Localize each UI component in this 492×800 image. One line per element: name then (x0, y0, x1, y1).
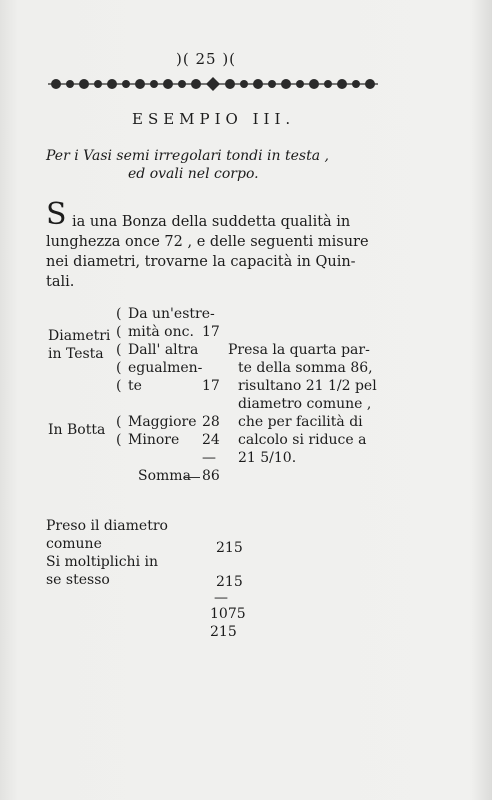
subtitle-line-1: Per i Vasi semi irregolari tondi in testa , (46, 148, 329, 164)
diametri-row-text: egualmen- (128, 360, 203, 376)
calc-value-1: 215 (216, 540, 243, 556)
diametri-row-value: 17 (202, 324, 220, 340)
page-number: )( 25 )( (176, 50, 237, 68)
paragraph-line-2: lunghezza once 72 , e delle seguenti misure (46, 234, 369, 250)
somma-leader (184, 477, 200, 478)
diametri-row-text: Da un'estre- (128, 306, 215, 322)
somma-label: Somma (138, 468, 191, 484)
calc-label-2b: se stesso (46, 572, 110, 588)
diametri-label-2: in Testa (48, 346, 104, 362)
brace-mark: ( (116, 360, 122, 376)
note-line: te della somma 86, (238, 360, 373, 376)
subtitle-line-2: ed ovali nel corpo. (128, 166, 259, 182)
brace-mark: ( (116, 324, 122, 340)
calc-result-1: 1075 (210, 606, 246, 622)
somma-value: 86 (202, 468, 220, 484)
brace-mark: ( (116, 306, 122, 322)
paragraph-line-1: ia una Bonza della suddetta qualità in (72, 214, 351, 230)
diametri-row-value: 17 (202, 378, 220, 394)
note-line: 21 5/10. (238, 450, 297, 466)
botta-row-text: Maggiore (128, 414, 197, 430)
ornament-divider-icon (48, 74, 378, 94)
calc-dash: — (214, 590, 228, 606)
diametri-label-1: Diametri (48, 328, 111, 344)
calc-label-1a: Preso il diametro (46, 518, 168, 534)
botta-row-value: 28 (202, 414, 220, 430)
diametri-row-text: mità onc. (128, 324, 194, 340)
botta-row-text: Minore (128, 432, 180, 448)
brace-mark: ( (116, 414, 122, 430)
sum-dash: — (202, 450, 216, 466)
calc-label-1b: comune (46, 536, 102, 552)
diametri-row-text: Dall' altra (128, 342, 199, 358)
calc-value-2: 215 (216, 574, 243, 590)
note-line: risultano 21 1/2 pel (238, 378, 377, 394)
botta-row-value: 24 (202, 432, 220, 448)
note-line: calcolo si riduce a (238, 432, 367, 448)
brace-mark: ( (116, 378, 122, 394)
drop-cap: S (46, 197, 67, 232)
section-heading: ESEMPIO III. (132, 110, 296, 128)
paragraph-line-4: tali. (46, 274, 75, 290)
botta-label: In Botta (48, 422, 106, 438)
paragraph-line-3: nei diametri, trovarne la capacità in Quin- (46, 254, 356, 270)
brace-mark: ( (116, 342, 122, 358)
note-line: Presa la quarta par- (228, 342, 370, 358)
diametri-row-text: te (128, 378, 142, 394)
brace-mark: ( (116, 432, 122, 448)
note-line: diametro comune , (238, 396, 372, 412)
calc-label-2a: Si moltiplichi in (46, 554, 158, 570)
calc-result-2: 215 (210, 624, 237, 640)
note-line: che per facilità di (238, 414, 363, 430)
